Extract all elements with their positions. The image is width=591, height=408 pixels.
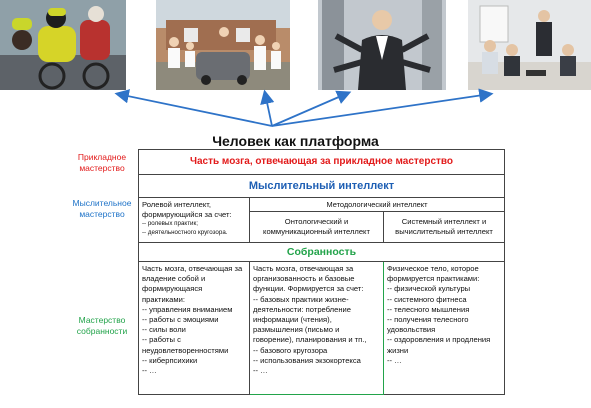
list-item: -- телесного мышления: [387, 304, 470, 314]
list-item: -- получения телесного удовольствия: [387, 315, 469, 335]
collected-header: Собранность: [139, 243, 505, 262]
businessman-multitasking-photo: [318, 0, 446, 90]
list-item: -- управления вниманием: [142, 304, 233, 314]
side-label-mental: Мыслительное мастерство: [72, 198, 132, 219]
list-item: -- оздоровления и продления жизни: [387, 335, 491, 355]
list-item: -- работы с эмоциями: [142, 315, 219, 325]
arrow-to-businessman: [272, 93, 348, 126]
list-item: -- базовых практики жизне-деятельности: потребление информации (чтения), размышления (письмо и говорение), планирования и тп.,: [253, 294, 367, 345]
list-item: -- системного фитнеса: [387, 294, 467, 304]
list-item: -- …: [253, 366, 268, 376]
platform-table: [138, 149, 505, 395]
list-item: -- киберпсихики: [142, 355, 198, 365]
arrow-to-cyclists: [118, 94, 272, 126]
applied-header: Часть мозга, отвечающая за прикладное мастерство: [139, 150, 505, 175]
list-item: -- …: [387, 355, 402, 365]
role-item: -- деятельностного кругозора.: [142, 229, 228, 236]
list-item: -- физической культуры: [387, 284, 471, 294]
page-title: Человек как платформа: [212, 133, 379, 149]
self-control-text: Часть мозга, отвечающая за владение собой и формирующаяся практиками:: [142, 264, 243, 304]
method-header: Методологический интеллект: [250, 198, 505, 212]
list-item: -- работы с неудовлетворенностями: [142, 335, 229, 355]
body-cell: [384, 262, 505, 395]
business-meeting-photo: [468, 0, 591, 90]
arrow-to-family: [265, 93, 272, 126]
body-text: Физическое тело, которое формируется практиками:: [387, 264, 480, 284]
list-item: -- силы воли: [142, 325, 186, 335]
family-with-car-photo: [156, 0, 290, 90]
system-cell: Системный интеллект и вычислительный интеллект: [384, 212, 505, 243]
self-control-cell: [139, 262, 250, 395]
cyclists-photo: [0, 0, 126, 90]
arrow-to-meeting: [272, 94, 490, 126]
mental-header: Мыслительный интеллект: [139, 175, 505, 198]
role-intellect-text: Ролевой интеллект, формирующийся за счет:: [142, 200, 232, 220]
side-label-applied: Прикладное мастерство: [77, 152, 127, 173]
side-label-collected: Мастерство собранности: [76, 315, 128, 336]
list-item: -- базового кругозора: [253, 345, 328, 355]
role-intellect-cell: [139, 198, 250, 243]
onto-cell: Онтологический и коммуникационный интеллект: [250, 212, 384, 243]
organization-text: Часть мозга, отвечающая за организованность и базовые функции. Формируется за счет:: [253, 264, 364, 294]
organization-cell: [250, 262, 384, 395]
role-item: -- ролевых практик;: [142, 220, 198, 228]
list-item: -- использования экзокортекса: [253, 355, 361, 365]
list-item: -- …: [142, 366, 157, 376]
